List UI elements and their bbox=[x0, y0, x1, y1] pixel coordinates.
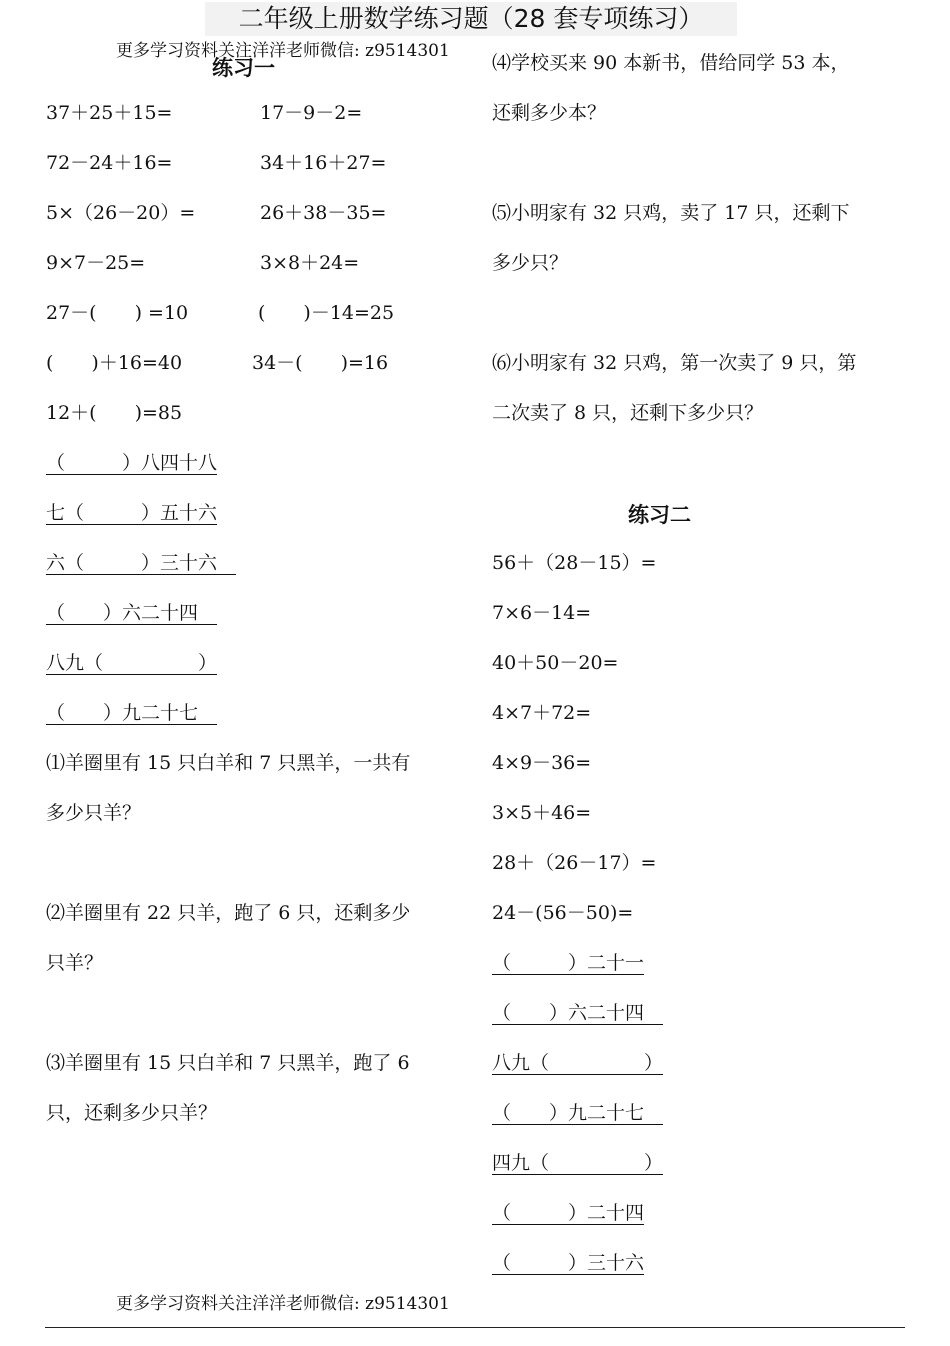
ex1-problem-1-line2: 多少只羊？ bbox=[46, 802, 142, 824]
ex2-fill-1: （ ）二十一 bbox=[492, 952, 645, 974]
ex2-calc-1: 56＋（28－15）= bbox=[492, 552, 657, 574]
ex1-calc-1a: 37＋25＋15= bbox=[46, 102, 173, 124]
exercise1-heading: 练习一 bbox=[212, 56, 275, 80]
ex2-fill-4: （ ）九二十七 bbox=[492, 1102, 664, 1124]
page-title: 二年级上册数学练习题（28 套专项练习） bbox=[205, 2, 737, 36]
ex1-fill-1: （ ）八四十八 bbox=[46, 452, 218, 474]
ex2-calc-8: 24－(56－50)= bbox=[492, 902, 634, 924]
ex1-problem-1-line1: ⑴羊圈里有 15 只白羊和 7 只黑羊，一共有 bbox=[46, 752, 411, 774]
ex1-calc-4b: 3×8＋24= bbox=[260, 252, 360, 274]
ex1-calc-3b: 26＋38－35= bbox=[260, 202, 387, 224]
ex1-problem-2-line1: ⑵羊圈里有 22 只羊，跑了 6 只，还剩多少 bbox=[46, 902, 411, 924]
ex1-fill-6: （ ）九二十七 bbox=[46, 702, 218, 724]
watermark-top: 更多学习资料关注洋洋老师微信: z9514301 bbox=[116, 41, 450, 61]
ex1-calc-7: 12＋( )=85 bbox=[46, 402, 183, 424]
ex1-fill-5: 八九（ ） bbox=[46, 652, 218, 674]
ex1-problem-3-line2: 只，还剩多少只羊？ bbox=[46, 1102, 218, 1124]
ex2-fill-2: （ ）六二十四 bbox=[492, 1002, 664, 1024]
ex2-fill-5: 四九（ ） bbox=[492, 1152, 664, 1174]
ex1-fill-2: 七（ ）五十六 bbox=[46, 502, 218, 524]
problem-6-line2: 二次卖了 8 只，还剩下多少只？ bbox=[492, 402, 764, 424]
exercise2-heading: 练习二 bbox=[628, 503, 691, 527]
ex2-calc-7: 28＋（26－17）= bbox=[492, 852, 657, 874]
ex2-calc-4: 4×7＋72= bbox=[492, 702, 592, 724]
ex1-calc-6a: ( )＋16=40 bbox=[46, 352, 183, 374]
ex2-calc-5: 4×9－36= bbox=[492, 752, 592, 774]
ex1-fill-4: （ ）六二十四 bbox=[46, 602, 218, 624]
ex2-fill-6: （ ）二十四 bbox=[492, 1202, 645, 1224]
problem-5-line1: ⑸小明家有 32 只鸡，卖了 17 只，还剩下 bbox=[492, 202, 850, 224]
ex1-problem-2-line2: 只羊？ bbox=[46, 952, 104, 974]
ex2-fill-7: （ ）三十六 bbox=[492, 1252, 645, 1274]
ex1-problem-3-line1: ⑶羊圈里有 15 只白羊和 7 只黑羊，跑了 6 bbox=[46, 1052, 410, 1074]
ex1-calc-1b: 17－9－2= bbox=[260, 102, 363, 124]
problem-5-line2: 多少只？ bbox=[492, 252, 569, 274]
ex2-calc-2: 7×6－14= bbox=[492, 602, 592, 624]
ex1-calc-2a: 72－24＋16= bbox=[46, 152, 173, 174]
ex1-calc-2b: 34＋16＋27= bbox=[260, 152, 387, 174]
ex2-calc-3: 40＋50－20= bbox=[492, 652, 619, 674]
ex1-calc-4a: 9×7－25= bbox=[46, 252, 146, 274]
ex1-calc-5a: 27－( ) =10 bbox=[46, 302, 189, 324]
ex1-calc-6b: 34－( )=16 bbox=[252, 352, 389, 374]
watermark-bottom: 更多学习资料关注洋洋老师微信: z9514301 bbox=[116, 1294, 450, 1314]
ex2-fill-3: 八九（ ） bbox=[492, 1052, 664, 1074]
footer-divider bbox=[45, 1327, 905, 1328]
problem-4-line2: 还剩多少本？ bbox=[492, 102, 607, 124]
ex1-fill-3: 六（ ）三十六 bbox=[46, 552, 237, 574]
ex1-calc-5b: ( )－14=25 bbox=[258, 302, 395, 324]
problem-6-line1: ⑹小明家有 32 只鸡，第一次卖了 9 只，第 bbox=[492, 352, 857, 374]
ex2-calc-6: 3×5＋46= bbox=[492, 802, 592, 824]
problem-4-line1: ⑷学校买来 90 本新书，借给同学 53 本， bbox=[492, 52, 850, 74]
ex1-calc-3a: 5×（26－20）= bbox=[46, 202, 196, 224]
